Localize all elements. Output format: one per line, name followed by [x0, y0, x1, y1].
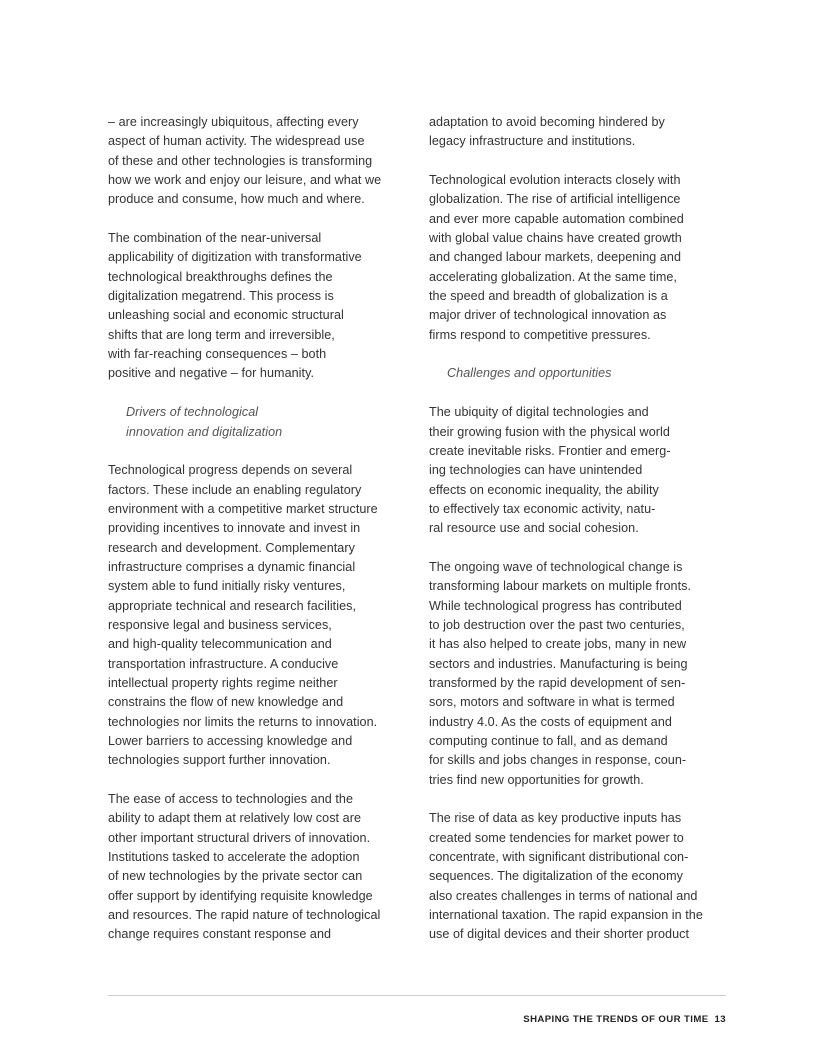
text-line: aspect of human activity. The widespread use: [108, 134, 365, 149]
text-line: ability to adapt them at relatively low cost are: [108, 811, 361, 826]
paragraph: [429, 171, 721, 345]
text-line: effects on economic inequality, the ability: [429, 482, 659, 497]
text-line: use of digital devices and their shorter product: [429, 927, 690, 942]
paragraph: [429, 558, 721, 790]
text-line: globalization. The rise of artificial intelligence: [429, 192, 681, 207]
text-line: applicability of digitization with transformative: [108, 250, 362, 265]
text-line: The ease of access to technologies and the: [108, 792, 354, 807]
text-line: offer support by identifying requisite knowledge: [108, 888, 373, 903]
text-line: accelerating globalization. At the same time,: [429, 269, 677, 284]
paragraph-gap: [108, 384, 400, 403]
text-line: produce and consume, how much and where.: [108, 192, 365, 207]
paragraph-gap: [429, 790, 721, 809]
text-line: for skills and jobs changes in response, coun-: [429, 753, 687, 768]
paragraph-gap: [429, 539, 721, 558]
paragraph: [429, 113, 721, 152]
text-line: Lower barriers to accessing knowledge and: [108, 734, 353, 748]
text-line: – are increasingly ubiquitous, affecting every: [108, 115, 359, 129]
left-column: [108, 113, 400, 945]
text-line: transportation infrastructure. A conducive: [108, 656, 339, 671]
text-line: technologies nor limits the returns to innovation.: [108, 714, 378, 729]
paragraph-gap: [429, 152, 721, 171]
text-line: technologies support further innovation.: [108, 753, 331, 768]
text-line: appropriate technical and research facilities,: [108, 598, 357, 613]
text-line: unleashing social and economic structural: [108, 308, 344, 323]
text-line: transforming labour markets on multiple fronts.: [429, 579, 692, 594]
text-line: with far-reaching consequences – both: [108, 347, 327, 362]
paragraph-gap: [429, 345, 721, 364]
paragraph: [429, 809, 721, 944]
text-line: concentrate, with significant distributional con-: [429, 850, 689, 865]
text-line: tries find new opportunities for growth.: [429, 772, 644, 787]
paragraph: [108, 461, 400, 771]
text-line: ral resource use and social cohesion.: [429, 521, 639, 536]
paragraph-gap: [429, 384, 721, 403]
text-line: environment with a competitive market structure: [108, 501, 378, 516]
section-heading: [108, 403, 400, 442]
text-line: system able to fund initially risky ventures,: [108, 579, 346, 594]
text-line: technological breakthroughs defines the: [108, 269, 333, 284]
paragraph: [108, 113, 400, 210]
text-line: sors, motors and software in what is termed: [429, 695, 675, 710]
page-number: 13: [714, 1014, 726, 1025]
text-line: digitalization megatrend. This process is: [108, 289, 334, 304]
text-line: The ubiquity of digital technologies and: [429, 405, 649, 420]
text-line: constrains the flow of new knowledge and: [108, 695, 344, 710]
text-line: positive and negative – for humanity.: [108, 366, 315, 381]
text-line: adaptation to avoid becoming hindered by: [429, 115, 665, 129]
text-line: the speed and breadth of globalization is a: [429, 289, 668, 304]
text-line: international taxation. The rapid expansion in the: [429, 908, 703, 923]
paragraph-gap: [108, 771, 400, 790]
text-line: Technological progress depends on several: [108, 463, 353, 478]
text-line: of new technologies by the private sector can: [108, 869, 363, 884]
text-line: infrastructure comprises a dynamic financial: [108, 559, 356, 574]
text-line: intellectual property rights regime neither: [108, 675, 338, 690]
paragraph: [429, 403, 721, 538]
text-line: shifts that are long term and irreversible,: [108, 327, 335, 342]
text-line: and changed labour markets, deepening and: [429, 250, 682, 265]
text-line: ing technologies can have unintended: [429, 463, 643, 478]
text-line: create inevitable risks. Frontier and emerg-: [429, 443, 671, 458]
text-line: firms respond to competitive pressures.: [429, 327, 651, 342]
text-line: responsive legal and business services,: [108, 617, 332, 632]
paragraph: [108, 229, 400, 384]
text-line: While technological progress has contributed: [429, 598, 682, 613]
heading-line: innovation and digitalization: [126, 424, 283, 439]
text-line: and ever more capable automation combined: [429, 211, 684, 226]
footer-title: SHAPING THE TRENDS OF OUR TIME: [523, 1014, 709, 1025]
text-line: The rise of data as key productive inputs has: [429, 811, 682, 826]
heading-line: Challenges and opportunities: [447, 366, 612, 381]
text-line: The ongoing wave of technological change is: [429, 559, 683, 574]
text-line: other important structural drivers of innovation.: [108, 830, 371, 845]
text-line: factors. These include an enabling regulatory: [108, 482, 362, 497]
text-line: and high-quality telecommunication and: [108, 637, 332, 652]
text-line: sequences. The digitalization of the economy: [429, 869, 684, 884]
text-line: to job destruction over the past two centuries,: [429, 617, 685, 632]
text-line: their growing fusion with the physical world: [429, 424, 670, 439]
text-line: created some tendencies for market power to: [429, 830, 684, 845]
text-line: transformed by the rapid development of sen-: [429, 675, 686, 690]
paragraph-gap: [108, 442, 400, 461]
text-line: computing continue to fall, and as demand: [429, 734, 668, 748]
text-line: The combination of the near-universal: [108, 231, 322, 246]
text-line: also creates challenges in terms of national and: [429, 888, 698, 903]
text-line: to effectively tax economic activity, natu-: [429, 501, 656, 516]
text-line: research and development. Complementary: [108, 540, 355, 555]
text-line: legacy infrastructure and institutions.: [429, 134, 636, 149]
paragraph-gap: [108, 210, 400, 229]
text-line: how we work and enjoy our leisure, and what we: [108, 173, 382, 188]
heading-line: Drivers of technological: [126, 405, 259, 420]
text-line: major driver of technological innovation as: [429, 308, 667, 323]
text-line: change requires constant response and: [108, 927, 332, 942]
text-line: it has also helped to create jobs, many in new: [429, 637, 687, 652]
text-line: of these and other technologies is transforming: [108, 153, 373, 168]
right-column: [429, 113, 721, 945]
text-line: with global value chains have created growth: [429, 231, 682, 246]
text-line: Technological evolution interacts closely with: [429, 173, 681, 188]
text-line: Institutions tasked to accelerate the adoption: [108, 850, 360, 865]
page-footer: [523, 1014, 726, 1025]
footer-divider: [108, 995, 726, 996]
text-line: industry 4.0. As the costs of equipment and: [429, 714, 672, 729]
section-heading: [429, 364, 721, 383]
text-line: and resources. The rapid nature of technological: [108, 908, 381, 923]
paragraph: [108, 790, 400, 945]
text-line: sectors and industries. Manufacturing is being: [429, 656, 688, 671]
text-line: providing incentives to innovate and invest in: [108, 521, 361, 536]
